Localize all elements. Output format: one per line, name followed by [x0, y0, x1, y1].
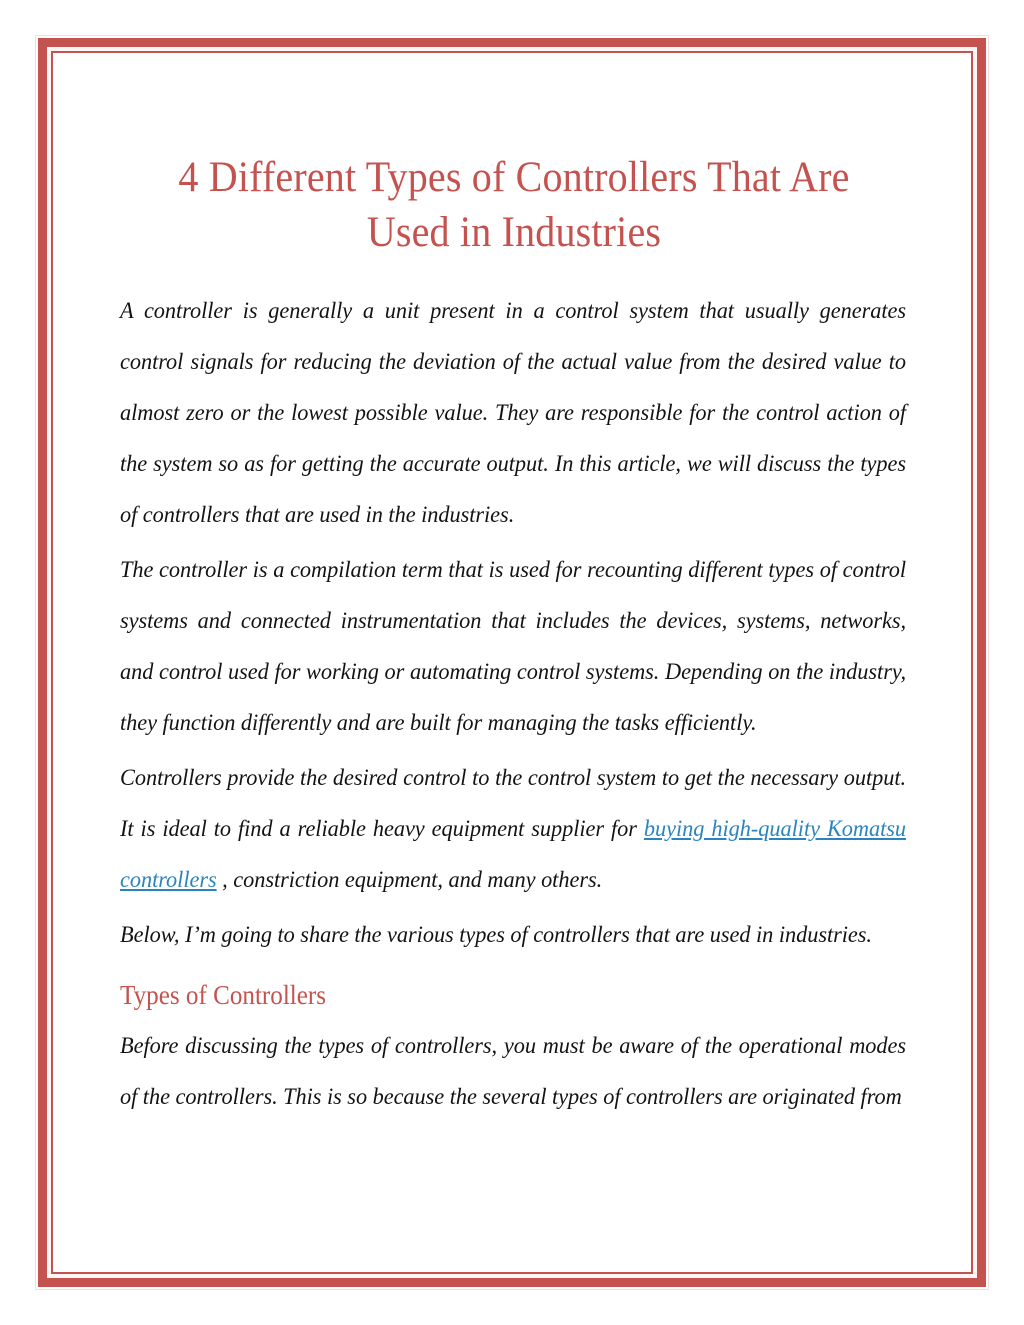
paragraph-intro: A controller is generally a unit present in a control system that usually generates control signals for reducing the deviation of the actual value from the desired value to almost zero or the lowest possible value. They are responsible for the control action of the system so as for getting the accurate output. In this article, we will discuss the types of controllers that are used in the industries.	[120, 298, 907, 529]
komatsu-controllers-link[interactable]: buying high-quality Komatsu controllers	[120, 816, 907, 894]
paragraph-below-intro: Below, I’m going to share the various types of controllers that are used in industries.	[120, 922, 872, 949]
paragraph-operational-modes: Before discussing the types of controllers, you must be aware of the operational modes of the controllers. This is so because the several types of controllers are originated from	[120, 1033, 907, 1111]
paragraph-supplier	[120, 753, 906, 906]
document-content	[120, 150, 908, 1125]
section-heading-types-of-controllers: Types of Controllers	[120, 980, 327, 1011]
paragraph-supplier-text-before: Controllers provide the desired control to the control system to get the necessary output. It is ideal to find a reliable heavy equipment supplier for	[120, 765, 907, 843]
paragraph-supplier-text-after: , constriction equipment, and many others.	[216, 867, 603, 894]
page-title	[148, 150, 881, 260]
paragraph-definition: The controller is a compilation term that is used for recounting different types of control systems and connected instrumentation that includes the devices, systems, networks, and control used for working or automating control systems. Depending on the industry, they function differently and are built for managing the tasks efficiently.	[120, 557, 907, 737]
page-title-line-1: 4 Different Types of Controllers That Are	[178, 154, 850, 201]
page-title-line-2: Used in Industries	[366, 209, 662, 257]
